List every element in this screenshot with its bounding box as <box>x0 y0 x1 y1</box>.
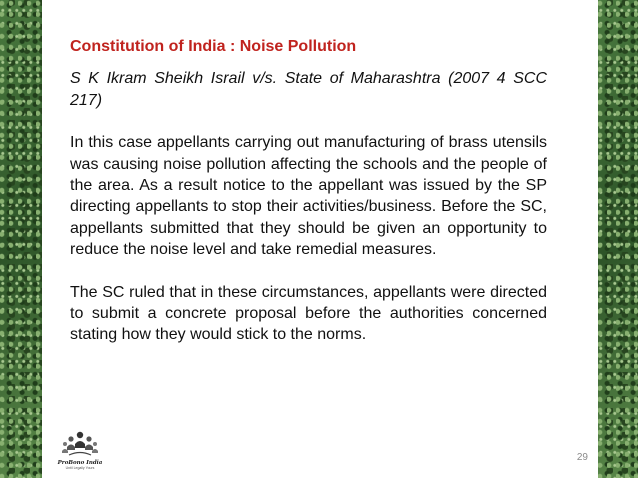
logo-tagline: Until Legally Yours <box>65 466 95 470</box>
probono-logo <box>50 430 110 476</box>
people-group-icon <box>61 430 99 460</box>
decorative-border-right <box>598 0 638 478</box>
case-citation: S K Ikram Sheikh Israil v/s. State of Maharashtra (2007 4 SCC 217) <box>70 70 547 109</box>
slide-title: Constitution of India : Noise Pollution <box>70 38 357 55</box>
slide-content <box>70 36 547 367</box>
decorative-border-left <box>0 0 42 478</box>
logo-name: ProBono India <box>57 460 103 466</box>
paragraph-ruling: The SC ruled that in these circumstances, appellants were directed to submit a concrete proposal before the authorities concerned stating how they would stick to the norms. <box>70 283 547 344</box>
paragraph-facts: In this case appellants carrying out manufacturing of brass utensils was causing noise pollution affecting the schools and the people of the area. As a result notice to the appellant was issued by the SP directing appellants to stop their activities/business. Before the SC, appellants submitted that they should be given an opportunity to reduce the noise level and take remedial measures. <box>70 134 547 259</box>
page-number: 29 <box>576 452 588 463</box>
